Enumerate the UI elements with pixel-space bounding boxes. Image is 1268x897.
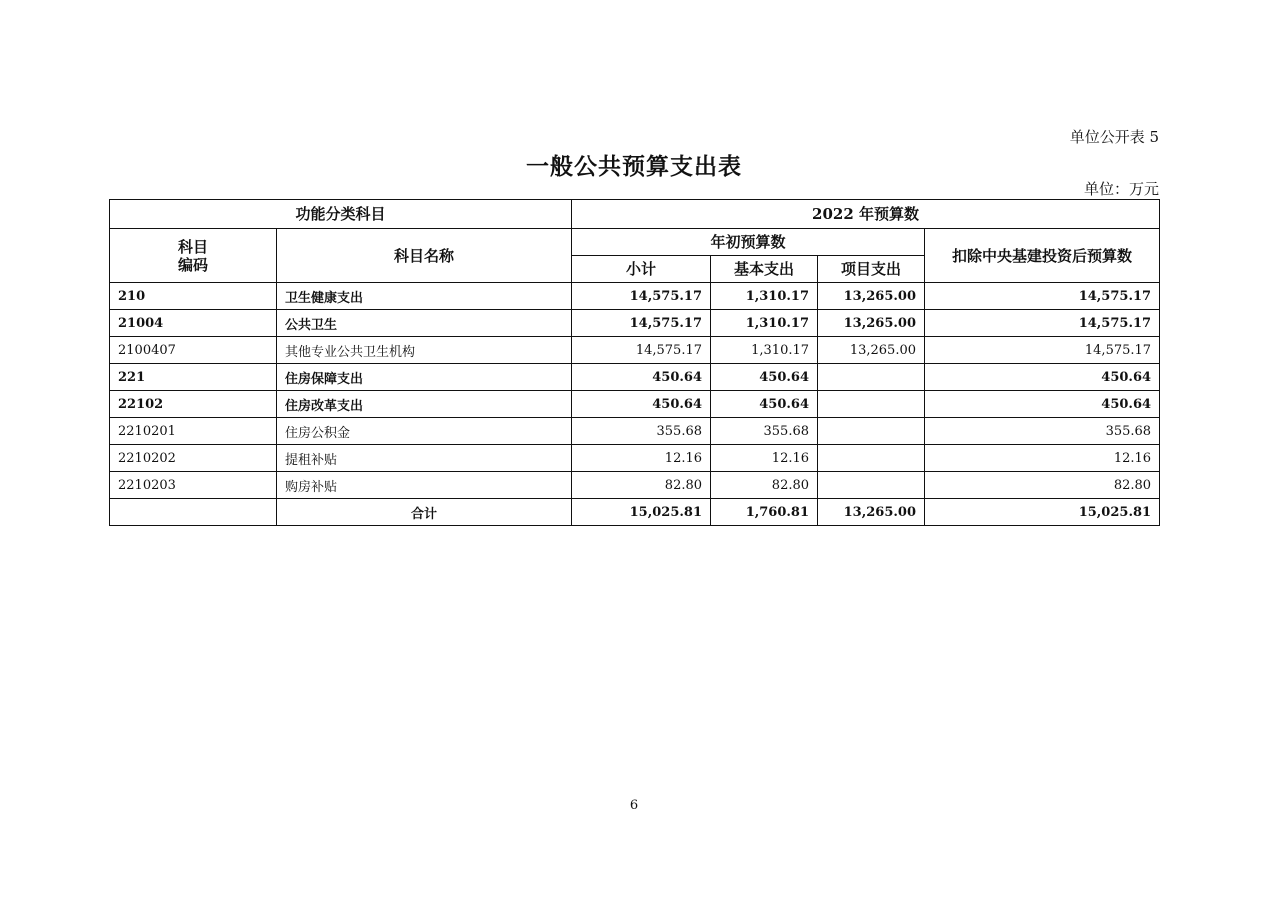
row-subtotal: 450.64 — [572, 364, 711, 391]
total-after: 15,025.81 — [925, 499, 1160, 526]
row-subtotal: 82.80 — [572, 472, 711, 499]
row-project: 13,265.00 — [818, 337, 925, 364]
header-basic: 基本支出 — [711, 256, 818, 283]
header-budget-year: 2022 年预算数 — [572, 200, 1160, 229]
row-name: 公共卫生 — [277, 310, 572, 337]
row-project — [818, 445, 925, 472]
row-subtotal: 14,575.17 — [572, 283, 711, 310]
table-row — [110, 364, 1160, 391]
row-code: 2210202 — [110, 445, 277, 472]
table-row — [110, 337, 1160, 364]
table-row — [110, 310, 1160, 337]
row-name: 住房保障支出 — [277, 364, 572, 391]
row-code: 2100407 — [110, 337, 277, 364]
row-basic: 355.68 — [711, 418, 818, 445]
row-subtotal: 355.68 — [572, 418, 711, 445]
row-project — [818, 391, 925, 418]
row-after: 450.64 — [925, 391, 1160, 418]
row-name: 购房补贴 — [277, 472, 572, 499]
row-code: 210 — [110, 283, 277, 310]
page-title: 一般公共预算支出表 — [526, 153, 742, 180]
row-name: 住房公积金 — [277, 418, 572, 445]
row-basic: 82.80 — [711, 472, 818, 499]
row-after: 14,575.17 — [925, 283, 1160, 310]
unit-label: 单位：万元 — [1083, 180, 1159, 198]
row-basic: 450.64 — [711, 391, 818, 418]
header-code: 科目 编码 — [110, 229, 277, 283]
row-after: 82.80 — [925, 472, 1160, 499]
row-code: 22102 — [110, 391, 277, 418]
total-basic: 1,760.81 — [711, 499, 818, 526]
row-after: 355.68 — [925, 418, 1160, 445]
table-row — [110, 418, 1160, 445]
row-after: 450.64 — [925, 364, 1160, 391]
row-subtotal: 14,575.17 — [572, 310, 711, 337]
budget-table — [109, 199, 1160, 526]
header-after-deduction: 扣除中央基建投资后预算数 — [925, 229, 1160, 283]
row-code: 2210203 — [110, 472, 277, 499]
table-row — [110, 283, 1160, 310]
row-after: 14,575.17 — [925, 337, 1160, 364]
total-subtotal: 15,025.81 — [572, 499, 711, 526]
header-project: 项目支出 — [818, 256, 925, 283]
row-code: 2210201 — [110, 418, 277, 445]
row-after: 12.16 — [925, 445, 1160, 472]
table-number: 单位公开表 5 — [1069, 128, 1159, 146]
header-subtotal: 小计 — [572, 256, 711, 283]
row-project — [818, 364, 925, 391]
row-project: 13,265.00 — [818, 283, 925, 310]
header-row-sub — [110, 229, 1160, 256]
row-project — [818, 418, 925, 445]
page-number: 6 — [629, 798, 639, 813]
total-project: 13,265.00 — [818, 499, 925, 526]
total-code — [110, 499, 277, 526]
row-basic: 12.16 — [711, 445, 818, 472]
table-row — [110, 391, 1160, 418]
row-name: 卫生健康支出 — [277, 283, 572, 310]
row-name: 住房改革支出 — [277, 391, 572, 418]
row-subtotal: 14,575.17 — [572, 337, 711, 364]
row-basic: 1,310.17 — [711, 310, 818, 337]
row-after: 14,575.17 — [925, 310, 1160, 337]
total-row — [110, 499, 1160, 526]
row-code: 221 — [110, 364, 277, 391]
row-subtotal: 450.64 — [572, 391, 711, 418]
row-subtotal: 12.16 — [572, 445, 711, 472]
row-project — [818, 472, 925, 499]
row-code: 21004 — [110, 310, 277, 337]
row-project: 13,265.00 — [818, 310, 925, 337]
header-name: 科目名称 — [277, 229, 572, 283]
header-row-groups — [110, 200, 1160, 229]
table-row — [110, 445, 1160, 472]
row-basic: 1,310.17 — [711, 337, 818, 364]
header-initial-budget: 年初预算数 — [572, 229, 925, 256]
total-label: 合计 — [277, 499, 572, 526]
row-basic: 1,310.17 — [711, 283, 818, 310]
row-name: 提租补贴 — [277, 445, 572, 472]
row-basic: 450.64 — [711, 364, 818, 391]
row-name: 其他专业公共卫生机构 — [277, 337, 572, 364]
table-row — [110, 472, 1160, 499]
header-function-classification: 功能分类科目 — [110, 200, 572, 229]
